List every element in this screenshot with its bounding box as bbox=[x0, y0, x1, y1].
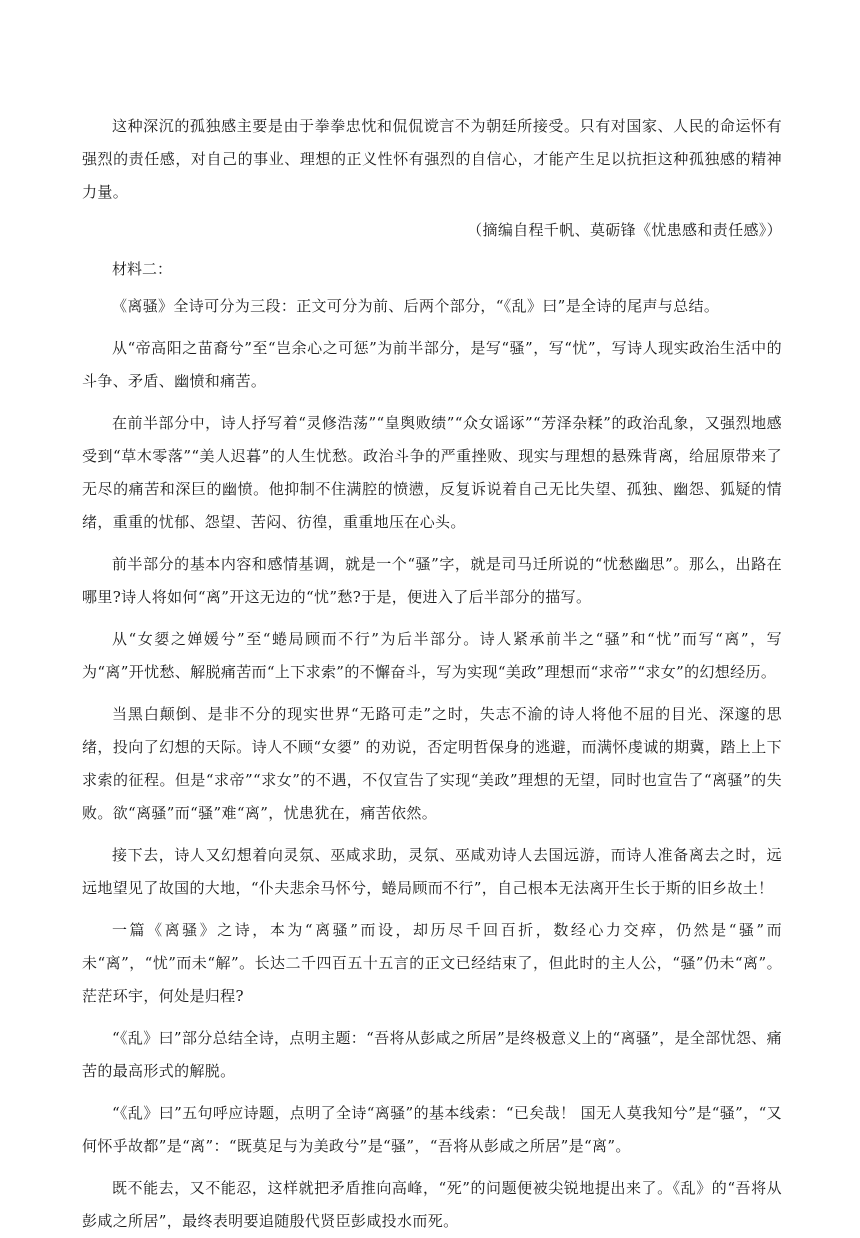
body-paragraph-11: 既不能去，又不能忍，这样就把矛盾推向高峰，“死”的问题便被尖锐地提出来了。《乱》的“吾将从彭咸之所居”，最终表明要追随殷代贤臣彭咸投水而死。 bbox=[82, 1179, 782, 1230]
body-paragraph-3: 在前半部分中，诗人抒写着“灵修浩荡”“皇舆败绩”“众女谣诼”“芳泽杂糅”的政治乱象，又强烈地感受到“草木零落”“美人迟暮”的人生忧愁。政治斗争的严重挫败、现实与理想的悬殊背离，给屈原带来了无尽的痛苦和深巨的幽愤。他抑制不住满腔的愤懑，反复诉说着自己无比失望、孤独、幽怨、狐疑的情绪，重重的忧郁、怨望、苦闷、彷徨，重重地压在心头。 bbox=[82, 414, 782, 531]
body-paragraph-7: 接下去，诗人又幻想着向灵氛、巫咸求助，灵氛、巫咸劝诗人去国远游，而诗人准备离去之时，远远地望见了故国的大地，“仆夫悲余马怀兮，蜷局顾而不行”，自己根本无法离开生长于斯的旧乡故土！ bbox=[82, 846, 782, 897]
body-paragraph-4: 前半部分的基本内容和感情基调，就是一个“骚”字，就是司马迁所说的“忧愁幽思”。那么，出路在哪里?诗人将如何“离”开这无边的“忧”愁?于是，便进入了后半部分的描写。 bbox=[82, 555, 782, 606]
body-paragraph-8: 一篇《离骚》之诗，本为“离骚”而设，却历尽千回百折，数经心力交瘁，仍然是“骚”而未“离”，“忧”而未“解”。长达二千四百五十五言的正文已经结束了，但此时的主人公，“骚”仍未“离”。茫茫环宇，何处是归程? bbox=[82, 921, 782, 1005]
body-paragraph-5: 从“女媭之婵媛兮”至“蜷局顾而不行”为后半部分。诗人紧承前半之“骚”和“忧”而写“离”，写为“离”开忧愁、解脱痛苦而“上下求索”的不懈奋斗，写为实现“美政”理想而“求帝”“求女”的幻想经历。 bbox=[82, 630, 782, 681]
source-citation: （摘编自程千帆、莫砺锋《忧患感和责任感》） bbox=[467, 221, 782, 239]
body-paragraph-6: 当黑白颠倒、是非不分的现实世界“无路可走”之时，失志不渝的诗人将他不屈的目光、深邃的思绪，投向了幻想的天际。诗人不顾“女媭” 的劝说，否定明哲保身的逃避，而满怀虔诚的期冀，踏上上下求索的征程。但是“求帝”“求女”的不遇，不仅宣告了实现“美政”理想的无望，同时也宣告了“离骚”的失败。欲“离骚”而“骚”难“离”，忧患犹在，痛苦依然。 bbox=[82, 705, 782, 822]
body-paragraph-9: “《乱》曰”部分总结全诗，点明主题：“吾将从彭咸之所居”是终极意义上的“离骚”，是全部忧怨、痛苦的最高形式的解脱。 bbox=[82, 1029, 782, 1080]
intro-paragraph: 这种深沉的孤独感主要是由于拳拳忠忱和侃侃谠言不为朝廷所接受。只有对国家、人民的命运怀有强烈的责任感，对自己的事业、理想的正义性怀有强烈的自信心，才能产生足以抗拒这种孤独感的精神力量。 bbox=[82, 117, 782, 201]
body-paragraph-1: 《离骚》全诗可分为三段：正文可分为前、后两个部分，“《乱》曰”是全诗的尾声与总结。 bbox=[112, 297, 720, 315]
body-paragraph-10: “《乱》曰”五句呼应诗题，点明了全诗“离骚”的基本线索：“已矣哉！ 国无人莫我知兮”是“骚”，“又何怀乎故都”是“离”：“既莫足与为美政兮”是“骚”，“吾将从彭咸之所居”是“离”。 bbox=[82, 1104, 782, 1155]
material-heading: 材料二： bbox=[112, 260, 173, 278]
body-paragraph-2: 从“帝高阳之苗裔兮”至“岂余心之可惩”为前半部分，是写“骚”，写“忧”，写诗人现实政治生活中的斗争、矛盾、幽愤和痛苦。 bbox=[82, 339, 782, 390]
